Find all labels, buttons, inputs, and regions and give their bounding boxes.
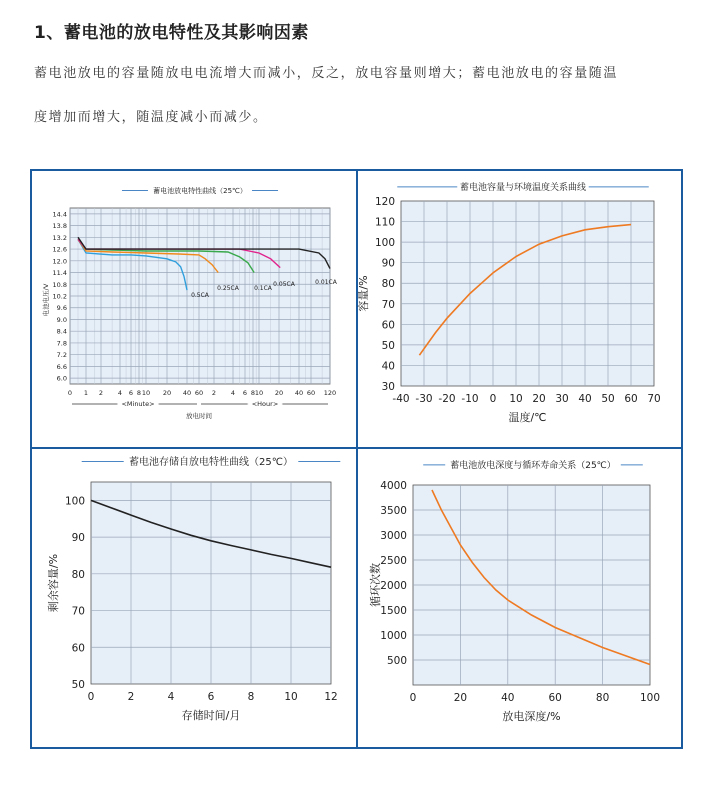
chart1-ytick-label: 6.6: [56, 362, 67, 371]
chart3-ytick-label: 90: [71, 532, 85, 545]
chart4-ytick-label: 1500: [380, 605, 407, 617]
chart2-ytick-label: 90: [381, 257, 395, 270]
chart1-xtick-label: 8: [250, 389, 256, 397]
chart4-title: 蓄电池放电深度与循环寿命关系（25℃）: [450, 461, 616, 471]
chart1-x-axis-label: 放电时间: [186, 412, 212, 420]
chart2-xtick-label: 20: [532, 393, 546, 405]
chart4-x-axis-label: 放电深度/%: [502, 710, 561, 723]
chart4-xtick-label: 0: [409, 692, 417, 704]
chart4-ytick-label: 3000: [380, 530, 407, 542]
chart1-xtick-label: 20: [274, 389, 284, 397]
chart1-xtick-label: 1: [83, 389, 89, 397]
chart2-ytick-label: 80: [381, 278, 395, 291]
chart1-xtick-label: 10: [141, 389, 151, 397]
chart1-xtick-label: 40: [294, 389, 304, 397]
chart1-xtick-label: 6: [128, 389, 134, 397]
chart1-series-label-4: 0.01CA: [315, 279, 337, 286]
chart1-ytick-label: 12.6: [52, 245, 67, 254]
chart2-y-axis-label: 容量/%: [357, 275, 370, 312]
chart4-ytick-label: 2500: [380, 555, 407, 567]
chart2-xtick-label: -30: [415, 393, 433, 405]
chart1-xtick-label: 120: [323, 389, 337, 397]
chart4-xtick-label: 80: [595, 692, 610, 704]
chart2-title: 蓄电池容量与环境温度关系曲线: [459, 183, 587, 193]
paragraph-line-2: 度增加而增大，随温度减小而减少。: [34, 110, 268, 125]
chart2-ytick-label: 30: [381, 381, 395, 393]
chart1-ytick-label: 14.4: [52, 210, 67, 219]
chart2-xtick-label: 60: [624, 393, 638, 405]
chart1-series-label-1: 0.25CA: [217, 285, 239, 292]
chart1-xtick-label: 2: [211, 389, 217, 397]
chart4-y-axis-label: 循环次数: [369, 563, 382, 607]
chart4-ytick-label: 3500: [380, 505, 407, 517]
chart1-xtick-label: 2: [98, 389, 104, 397]
chart2-xtick-label: 50: [601, 393, 615, 405]
chart4-ytick-label: 4000: [380, 480, 407, 492]
chart1-ytick-label: 9.6: [56, 304, 67, 313]
chart3-title: 蓄电池存储自放电特性曲线（25℃）: [129, 457, 293, 468]
chart1-xtick-label: 6: [242, 389, 248, 397]
chart2-ytick-label: 40: [381, 360, 395, 373]
chart2-ytick-label: 70: [381, 298, 395, 311]
chart3-xtick-label: 4: [167, 691, 175, 703]
chart1-ytick-label: 7.8: [56, 339, 67, 348]
chart1-xtick-label: 8: [136, 389, 142, 397]
chart1-ytick-label: 10.2: [52, 292, 67, 301]
chart3-x-axis-label: 存储时间/月: [181, 709, 241, 722]
chart3-xtick-label: 0: [87, 691, 95, 703]
chart4-xtick-label: 40: [501, 692, 515, 704]
chart1-ytick-label: 12.0: [52, 257, 67, 266]
chart2-ytick-label: 100: [374, 237, 395, 250]
chart2-ytick-label: 110: [374, 216, 395, 229]
chart3-xtick-label: 12: [324, 691, 338, 703]
chart1-xtick-label: 60: [306, 389, 316, 397]
chart1-y-axis-label: 电池电压/V: [42, 283, 50, 317]
chart2-xtick-label: -40: [392, 393, 410, 405]
chart4-xtick-label: 60: [548, 692, 562, 704]
chart1-ytick-label: 7.2: [56, 351, 67, 360]
chart3-ytick-label: 70: [71, 605, 85, 618]
chart3-ytick-label: 100: [64, 495, 85, 508]
chart2-xtick-label: 70: [647, 393, 661, 405]
chart1-xtick-label: 40: [182, 389, 192, 397]
chart3-y-axis-label: 剩余容量/%: [47, 553, 60, 613]
chart1-ytick-label: 13.8: [52, 222, 67, 231]
chart1-ytick-label: 13.2: [52, 233, 67, 242]
section-heading: 1、蓄电池的放电特性及其影响因素: [34, 23, 309, 43]
chart1-title: 蓄电池放电特性曲线（25℃）: [153, 187, 247, 195]
chart1-xtick-label: 4: [117, 389, 123, 397]
chart3-xtick-label: 2: [127, 691, 135, 703]
chart3-ytick-label: 50: [71, 679, 85, 691]
chart1-series-label-2: 0.1CA: [254, 285, 272, 292]
chart2-ytick-label: 60: [381, 319, 395, 332]
chart1-ytick-label: 8.4: [56, 327, 67, 336]
chart2-xtick-label: 0: [489, 393, 497, 405]
chart2-ytick-label: 120: [374, 196, 395, 208]
chart2-plot-area: [401, 201, 654, 386]
chart2-xtick-label: 10: [509, 393, 523, 405]
chart2-xtick-label: 40: [578, 393, 592, 405]
chart3-ytick-label: 80: [71, 568, 85, 581]
chart1-minute-label: <Minute>: [121, 400, 155, 408]
chart1-ytick-label: 11.4: [52, 269, 67, 278]
chart1-xtick-label: 60: [194, 389, 204, 397]
chart3-ytick-label: 60: [71, 642, 85, 655]
chart1-xtick-label: 0: [67, 389, 73, 397]
chart2-x-axis-label: 温度/℃: [508, 411, 547, 424]
chart1-ytick-label: 6.0: [56, 374, 67, 383]
chart3-xtick-label: 8: [247, 691, 255, 703]
chart2-ytick-label: 50: [381, 339, 395, 352]
chart1-ytick-label: 9.0: [56, 315, 67, 324]
paragraph-line-1: 蓄电池放电的容量随放电电流增大而减小，反之，放电容量则增大；蓄电池放电的容量随温: [34, 66, 619, 81]
chart2-xtick-label: -10: [461, 393, 479, 405]
chart1-xtick-label: 20: [162, 389, 172, 397]
chart4-ytick-label: 1000: [380, 630, 407, 642]
chart1-series-label-3: 0.05CA: [273, 281, 295, 288]
chart1-ytick-label: 10.8: [52, 280, 67, 289]
chart2-xtick-label: 30: [555, 393, 569, 405]
chart1-xtick-label: 10: [254, 389, 264, 397]
chart1-xtick-label: 4: [230, 389, 236, 397]
chart4-ytick-label: 2000: [380, 580, 407, 592]
chart3-xtick-label: 10: [284, 691, 298, 703]
chart3-xtick-label: 6: [207, 691, 215, 703]
chart1-hour-label: <Hour>: [251, 400, 279, 408]
chart2-xtick-label: -20: [438, 393, 456, 405]
chart4-xtick-label: 100: [639, 692, 661, 704]
chart4-xtick-label: 20: [453, 692, 468, 704]
chart1-series-label-0: 0.5CA: [191, 292, 209, 299]
chart4-ytick-label: 500: [386, 655, 407, 667]
